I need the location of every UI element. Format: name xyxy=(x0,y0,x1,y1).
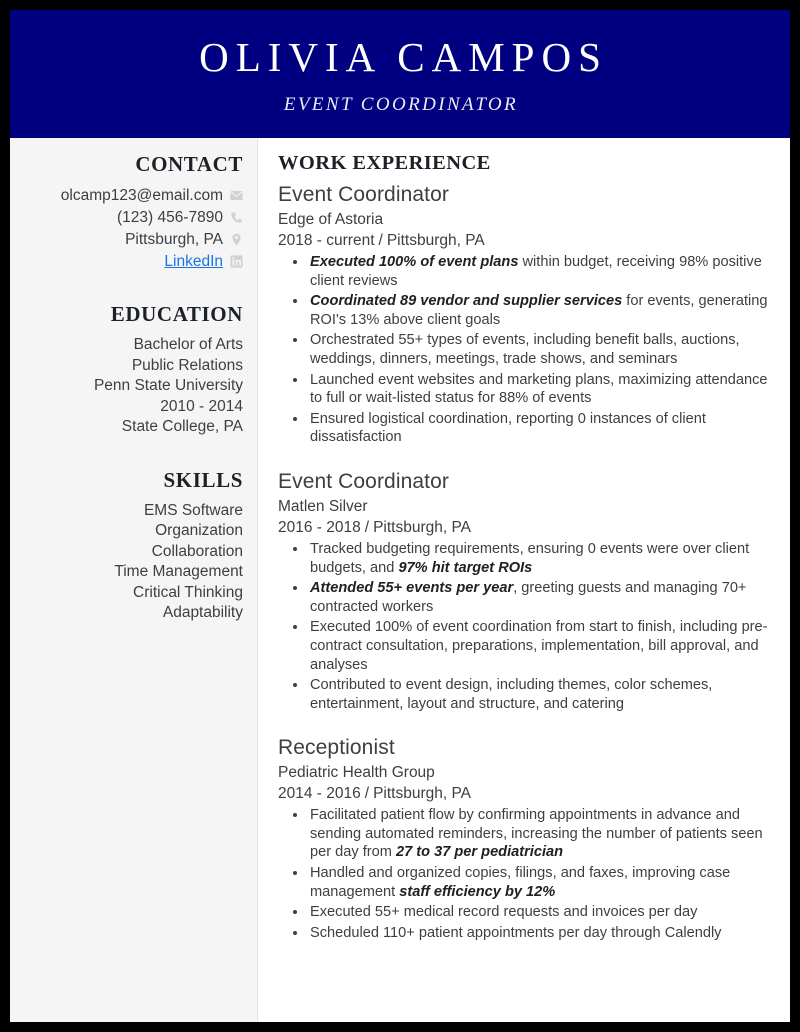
job-entry xyxy=(278,468,770,713)
education-list xyxy=(20,335,243,438)
contact-item[interactable] xyxy=(20,251,243,272)
job-bullet: • Executed 55+ medical record requests and invoices per day xyxy=(308,903,770,922)
job-spacer xyxy=(278,719,770,734)
job-bullet: • Contributed to event design, including themes, color schemes, entertainment, layout and structure, and catering xyxy=(308,676,770,713)
education-heading: EDUCATION xyxy=(110,302,243,326)
job-bullet-list xyxy=(278,540,770,713)
map-pin-icon xyxy=(230,233,243,246)
education-line: Penn State University xyxy=(93,377,243,394)
work-experience-heading: WORK EXPERIENCE xyxy=(278,152,491,174)
education-line: 2010 - 2014 xyxy=(160,397,243,415)
job-location: Pittsburgh, PA xyxy=(373,785,471,803)
skill-item: Collaboration xyxy=(151,542,243,560)
job-title: Event Coordinator xyxy=(278,469,449,493)
phone-icon xyxy=(230,211,243,224)
education-line: Bachelor of Arts xyxy=(133,336,243,353)
main-column xyxy=(258,138,790,1022)
job-bullet: • Ensured logistical coordination, reporting 0 instances of client dissatisfaction xyxy=(308,410,770,447)
job-dates: 2018 - current xyxy=(278,232,375,249)
job-bullet: • Executed 100% of event plans within budget, receiving 98% positive client reviews xyxy=(308,253,770,290)
job-company: Matlen Silver xyxy=(278,497,368,515)
skill-item: Critical Thinking xyxy=(133,583,243,601)
candidate-name: OLIVIA CAMPOS xyxy=(199,34,608,81)
job-dates: 2014 - 2016 xyxy=(278,785,361,803)
skill-item: Time Management xyxy=(114,563,243,580)
job-company: Edge of Astoria xyxy=(278,211,384,228)
job-bullet: • Launched event websites and marketing plans, maximizing attendance to full or wait-listed status for 88% of events xyxy=(308,371,770,408)
education-line: State College, PA xyxy=(121,418,243,435)
contact-text: (123) 456-7890 xyxy=(117,209,223,226)
job-meta xyxy=(278,783,770,805)
contact-text: olcamp123@email.com xyxy=(60,187,223,204)
bullet-highlight: Coordinated 89 vendor and supplier services xyxy=(310,293,623,310)
job-bullet-list xyxy=(278,253,770,447)
resume-header xyxy=(10,10,790,138)
job-bullet: • Attended 55+ events per year, greeting guests and managing 70+ contracted workers xyxy=(308,579,770,616)
job-location: Pittsburgh, PA xyxy=(386,232,485,249)
job-bullet: • Orchestrated 55+ types of events, including benefit balls, auctions, weddings, dinners, meetings, trade shows, and seminars xyxy=(308,331,770,368)
candidate-role: EVENT COORDINATOR xyxy=(283,93,519,115)
contact-item xyxy=(20,207,243,228)
contact-heading: CONTACT xyxy=(135,152,243,176)
linkedin-icon xyxy=(230,255,243,268)
bullet-highlight: Executed 100% of event plans xyxy=(310,254,519,270)
contact-text: Pittsburgh, PA xyxy=(125,231,223,248)
envelope-icon xyxy=(230,189,243,202)
skills-list xyxy=(20,501,243,624)
contact-item xyxy=(20,229,243,250)
sidebar xyxy=(10,138,258,1022)
contact-list xyxy=(20,185,243,272)
job-entry xyxy=(278,181,770,447)
job-dates: 2016 - 2018 xyxy=(278,518,361,536)
skill-item: EMS Software xyxy=(143,501,243,519)
skill-item: Organization xyxy=(155,522,243,539)
education-line: Public Relations xyxy=(131,356,243,374)
skills-heading: SKILLS xyxy=(163,467,243,492)
job-bullet: • Coordinated 89 vendor and supplier services for events, generating ROI's 13% above client goals xyxy=(308,292,770,329)
resume-body xyxy=(10,138,790,1022)
job-bullet: • Tracked budgeting requirements, ensuring 0 events were over client budgets, and 97% hit target ROIs xyxy=(308,540,770,577)
job-title: Receptionist xyxy=(278,736,395,760)
job-meta-separator: / xyxy=(364,518,370,536)
bullet-highlight: Attended 55+ events per year xyxy=(310,580,514,597)
job-meta-separator: / xyxy=(364,785,370,803)
job-bullet: • Facilitated patient flow by confirming appointments in advance and sending automated reminders, increasing the number of patients seen per day from 27 to 37 per pediatrician xyxy=(308,806,770,862)
job-location: Pittsburgh, PA xyxy=(373,518,471,536)
contact-item xyxy=(20,185,243,206)
bullet-highlight: 27 to 37 per pediatrician xyxy=(395,844,564,861)
job-spacer xyxy=(278,453,770,468)
job-bullet: • Handled and organized copies, filings, and faxes, improving case management staff efficiency by 12% xyxy=(308,864,770,901)
job-bullet-list xyxy=(278,806,770,942)
job-meta xyxy=(278,230,770,252)
job-bullet: • Executed 100% of event coordination from start to finish, including pre-contract consultation, preparations, implementation, bill approval, and analyses xyxy=(308,618,770,674)
linkedin-link[interactable]: LinkedIn xyxy=(164,253,223,270)
job-bullet: • Scheduled 110+ patient appointments per day through Calendly xyxy=(308,924,770,943)
bullet-highlight: staff efficiency by 12% xyxy=(399,883,556,900)
job-title: Event Coordinator xyxy=(278,183,449,206)
resume-page xyxy=(10,10,790,1022)
jobs-list xyxy=(278,181,770,942)
bullet-highlight: 97% hit target ROIs xyxy=(398,559,533,576)
job-company: Pediatric Health Group xyxy=(278,764,435,782)
job-meta-separator: / xyxy=(378,232,383,249)
job-entry xyxy=(278,734,770,942)
skill-item: Adaptability xyxy=(162,604,243,621)
job-meta xyxy=(278,517,770,539)
